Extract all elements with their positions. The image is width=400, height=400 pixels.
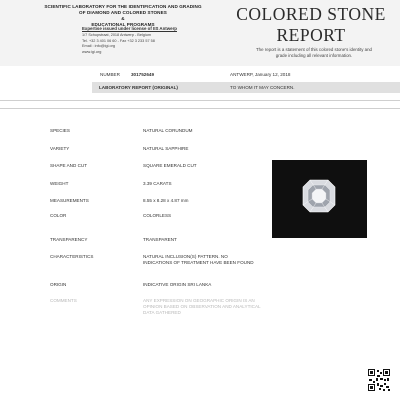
report-number-row — [0, 70, 400, 80]
field-label: MEASUREMENTS — [50, 198, 89, 203]
lab-name — [38, 4, 208, 28]
stone-photo — [272, 160, 367, 238]
report-title-line-2: REPORT — [276, 25, 346, 45]
report-description: The report is a statement of this colored stone's identity and grade including all relevant information. — [255, 47, 373, 58]
field-value: TRANSPARENT — [143, 237, 177, 242]
to-whom-text: TO WHOM IT MAY CONCERN. — [230, 85, 295, 90]
field-label: COLOR — [50, 213, 67, 218]
field-label: TRANSPARENCY — [50, 237, 88, 242]
field-value: 8.55 x 8.28 x 4.87 mm — [143, 198, 189, 203]
report-header — [0, 0, 400, 66]
lab-name-line-4: EDUCATIONAL PROGRAMS — [91, 22, 155, 27]
address-line-3: Email : info@igi.org — [82, 44, 115, 49]
report-title-line-1: COLORED STONE — [236, 4, 386, 24]
lab-address — [82, 33, 155, 55]
lab-name-line-1: SCIENTIFIC LABORATORY FOR THE IDENTIFICATION AND GRADING — [44, 4, 202, 9]
qr-code-icon — [367, 368, 391, 392]
number-label: NUMBER — [100, 72, 120, 77]
address-line-4: www.igi.org — [82, 49, 102, 54]
field-value: SQUARE EMERALD CUT — [143, 163, 197, 168]
address-line-1: 1/7 Schupstraat, 2018 Antwerp - Belgium — [82, 33, 152, 37]
field-label: ORIGIN — [50, 282, 67, 287]
lab-report-label: LABORATORY REPORT (ORIGINAL) — [99, 85, 178, 90]
address-line-2: Tel. +32 3 401 06 60 - Fax +32 3 233 57 58 — [82, 38, 155, 43]
field-value: 3.39 CARATS — [143, 181, 172, 186]
location-date: ANTWERP, January 12, 2018 — [230, 72, 291, 77]
field-label: WEIGHT — [50, 181, 69, 186]
lab-report-bar — [92, 82, 400, 93]
number-value: 301752649 — [131, 72, 154, 77]
field-label: COMMENTS — [50, 298, 77, 303]
divider — [0, 100, 400, 101]
field-value: COLORLESS — [143, 213, 172, 218]
expertise-note: Expertise issued under license of IIS Antwerp — [82, 26, 177, 31]
report-title — [228, 4, 394, 46]
lab-name-line-3: & — [121, 16, 125, 21]
gemstone-icon — [272, 160, 367, 238]
field-label: SPECIES — [50, 128, 70, 133]
field-value: INDICATIVE ORIGIN SRI LANKA — [143, 282, 212, 287]
field-label: VARIETY — [50, 146, 70, 151]
field-label: CHARACTERISTICS — [50, 254, 94, 259]
field-value: NATURAL SAPPHIRE — [143, 146, 189, 151]
field-value: NATURAL CORUNDUM — [143, 128, 193, 133]
divider — [0, 108, 400, 109]
lab-name-line-2: OF DIAMOND AND COLORED STONES — [79, 10, 167, 15]
field-value: NATURAL INCLUSION(S) PATTERN. NO INDICATIONS OF TREATMENT HAVE BEEN FOUND — [143, 254, 254, 265]
field-value: ANY EXPRESSION ON GEOGRAPHIC ORIGIN IS AN OPINION BASED ON OBSERVATION AND ANALYTICAL DATA GATHERED — [143, 298, 261, 315]
field-label: SHAPE AND CUT — [50, 163, 88, 168]
